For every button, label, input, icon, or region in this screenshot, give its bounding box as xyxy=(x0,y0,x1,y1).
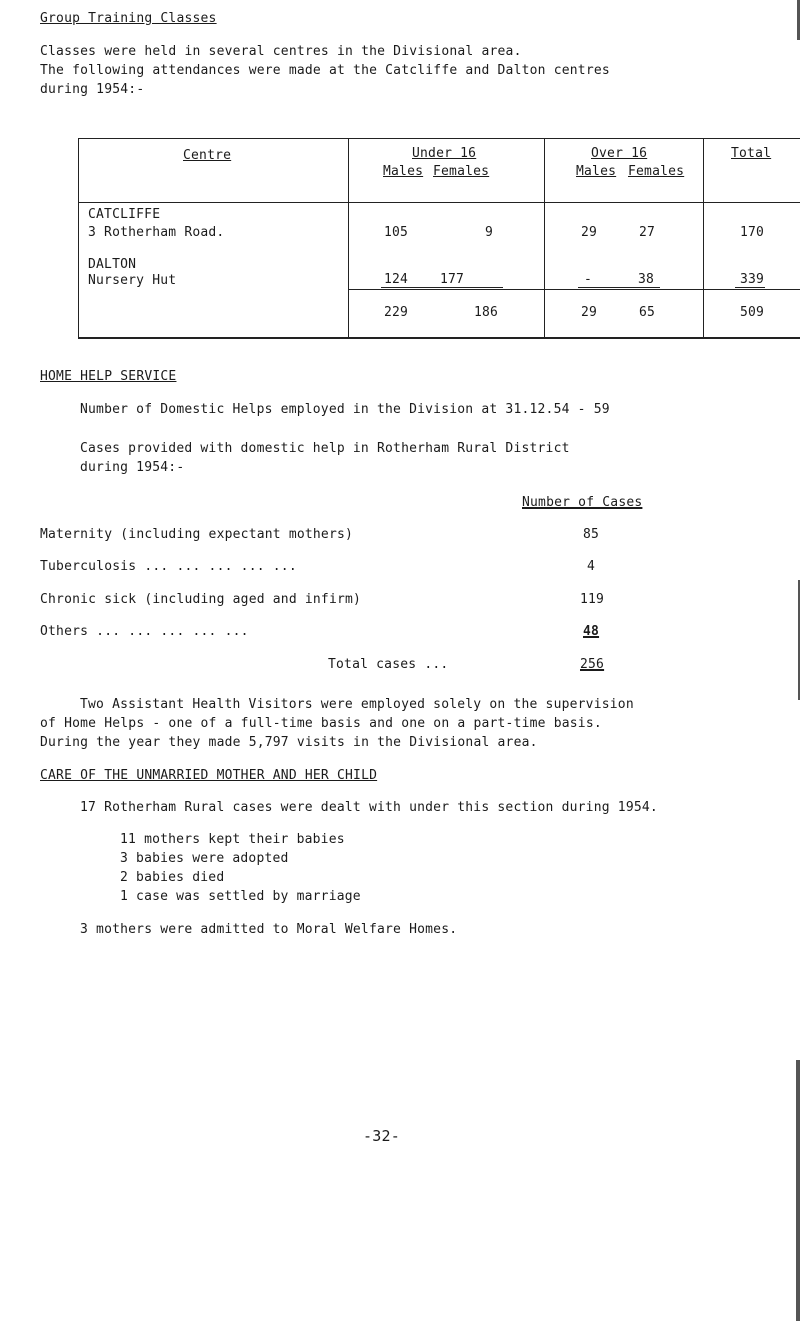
section-heading-home-help: HOME HELP SERVICE xyxy=(40,369,177,384)
group-training-paragraph-line: The following attendances were made at the Catcliffe and Dalton centres xyxy=(40,63,610,78)
table-rule xyxy=(78,202,800,203)
case-category-label: Chronic sick (including aged and infirm) xyxy=(40,592,362,607)
outcome-item: 11 mothers kept their babies xyxy=(120,832,345,847)
subtotal-underline xyxy=(381,287,503,288)
group-training-paragraph-line: during 1954:- xyxy=(40,82,145,97)
table-rule xyxy=(78,337,800,339)
total-over16-males: 29 xyxy=(581,305,598,320)
cell-under16-males: 124 xyxy=(384,272,409,287)
header-under16-males: Males xyxy=(383,164,424,179)
scan-edge-mark xyxy=(796,1060,800,1321)
cell-total: 339 xyxy=(740,272,765,287)
section-heading-group-training: Group Training Classes xyxy=(40,11,217,26)
page-number: -32- xyxy=(363,1127,400,1145)
outcome-item: 1 case was settled by marriage xyxy=(120,889,361,904)
number-of-cases-header: Number of Cases xyxy=(522,495,643,510)
table-rule xyxy=(544,138,545,338)
cell-total: 170 xyxy=(740,225,765,240)
unmarried-mother-intro: 17 Rotherham Rural cases were dealt with under this section during 1954. xyxy=(80,800,658,815)
home-help-employed-line: Number of Domestic Helps employed in the Division at 31.12.54 - 59 xyxy=(80,402,610,417)
cell-under16-females: 9 xyxy=(485,225,494,240)
header-centre: Centre xyxy=(183,148,232,163)
outcome-item: 3 babies were adopted xyxy=(120,851,289,866)
table-rule xyxy=(703,138,704,338)
cell-over16-females: 38 xyxy=(638,272,655,287)
subtotal-underline xyxy=(578,287,660,288)
row-centre-name: CATCLIFFE xyxy=(88,207,161,222)
case-category-value: 119 xyxy=(580,592,605,607)
grand-total: 509 xyxy=(740,305,765,320)
case-category-label: Tuberculosis ... ... ... ... ... xyxy=(40,559,297,574)
row-centre-name: DALTON xyxy=(88,257,137,272)
row-centre-location: Nursery Hut xyxy=(88,273,177,288)
unmarried-mother-closing: 3 mothers were admitted to Moral Welfare Homes. xyxy=(80,922,458,937)
header-over16-females: Females xyxy=(628,164,685,179)
visitors-paragraph-line: Two Assistant Health Visitors were employed solely on the supervision xyxy=(80,697,634,712)
visitors-paragraph-line: During the year they made 5,797 visits in the Divisional area. xyxy=(40,735,538,750)
outcome-item: 2 babies died xyxy=(120,870,225,885)
table-rule xyxy=(348,138,349,338)
cell-over16-females: 27 xyxy=(639,225,656,240)
total-cases-value: 256 xyxy=(580,657,605,672)
header-under-16: Under 16 xyxy=(412,146,477,161)
header-total: Total xyxy=(731,146,772,161)
header-over-16: Over 16 xyxy=(591,146,648,161)
home-help-cases-line: Cases provided with domestic help in Rotherham Rural District xyxy=(80,441,570,456)
cell-over16-males: - xyxy=(584,272,593,287)
home-help-cases-line: during 1954:- xyxy=(80,460,185,475)
case-category-label: Maternity (including expectant mothers) xyxy=(40,527,354,542)
case-category-value: 85 xyxy=(583,527,600,542)
section-heading-unmarried-mother: CARE OF THE UNMARRIED MOTHER AND HER CHILD xyxy=(40,768,378,783)
total-under16-males: 229 xyxy=(384,305,409,320)
cell-under16-males: 105 xyxy=(384,225,409,240)
table-rule xyxy=(78,138,800,139)
visitors-paragraph-line: of Home Helps - one of a full-time basis and one on a part-time basis. xyxy=(40,716,602,731)
cell-under16-females: 177 xyxy=(440,272,465,287)
cell-over16-males: 29 xyxy=(581,225,598,240)
case-category-value: 48 xyxy=(583,624,600,639)
header-over16-males: Males xyxy=(576,164,617,179)
case-category-label: Others ... ... ... ... ... xyxy=(40,624,249,639)
table-rule xyxy=(348,289,800,290)
total-cases-label: Total cases ... xyxy=(328,657,449,672)
case-category-value: 4 xyxy=(587,559,596,574)
total-under16-females: 186 xyxy=(474,305,499,320)
header-under16-females: Females xyxy=(433,164,490,179)
group-training-paragraph-line: Classes were held in several centres in the Divisional area. xyxy=(40,44,522,59)
row-centre-location: 3 Rotherham Road. xyxy=(88,225,225,240)
total-over16-females: 65 xyxy=(639,305,656,320)
subtotal-underline xyxy=(735,287,765,288)
table-rule xyxy=(78,138,79,338)
